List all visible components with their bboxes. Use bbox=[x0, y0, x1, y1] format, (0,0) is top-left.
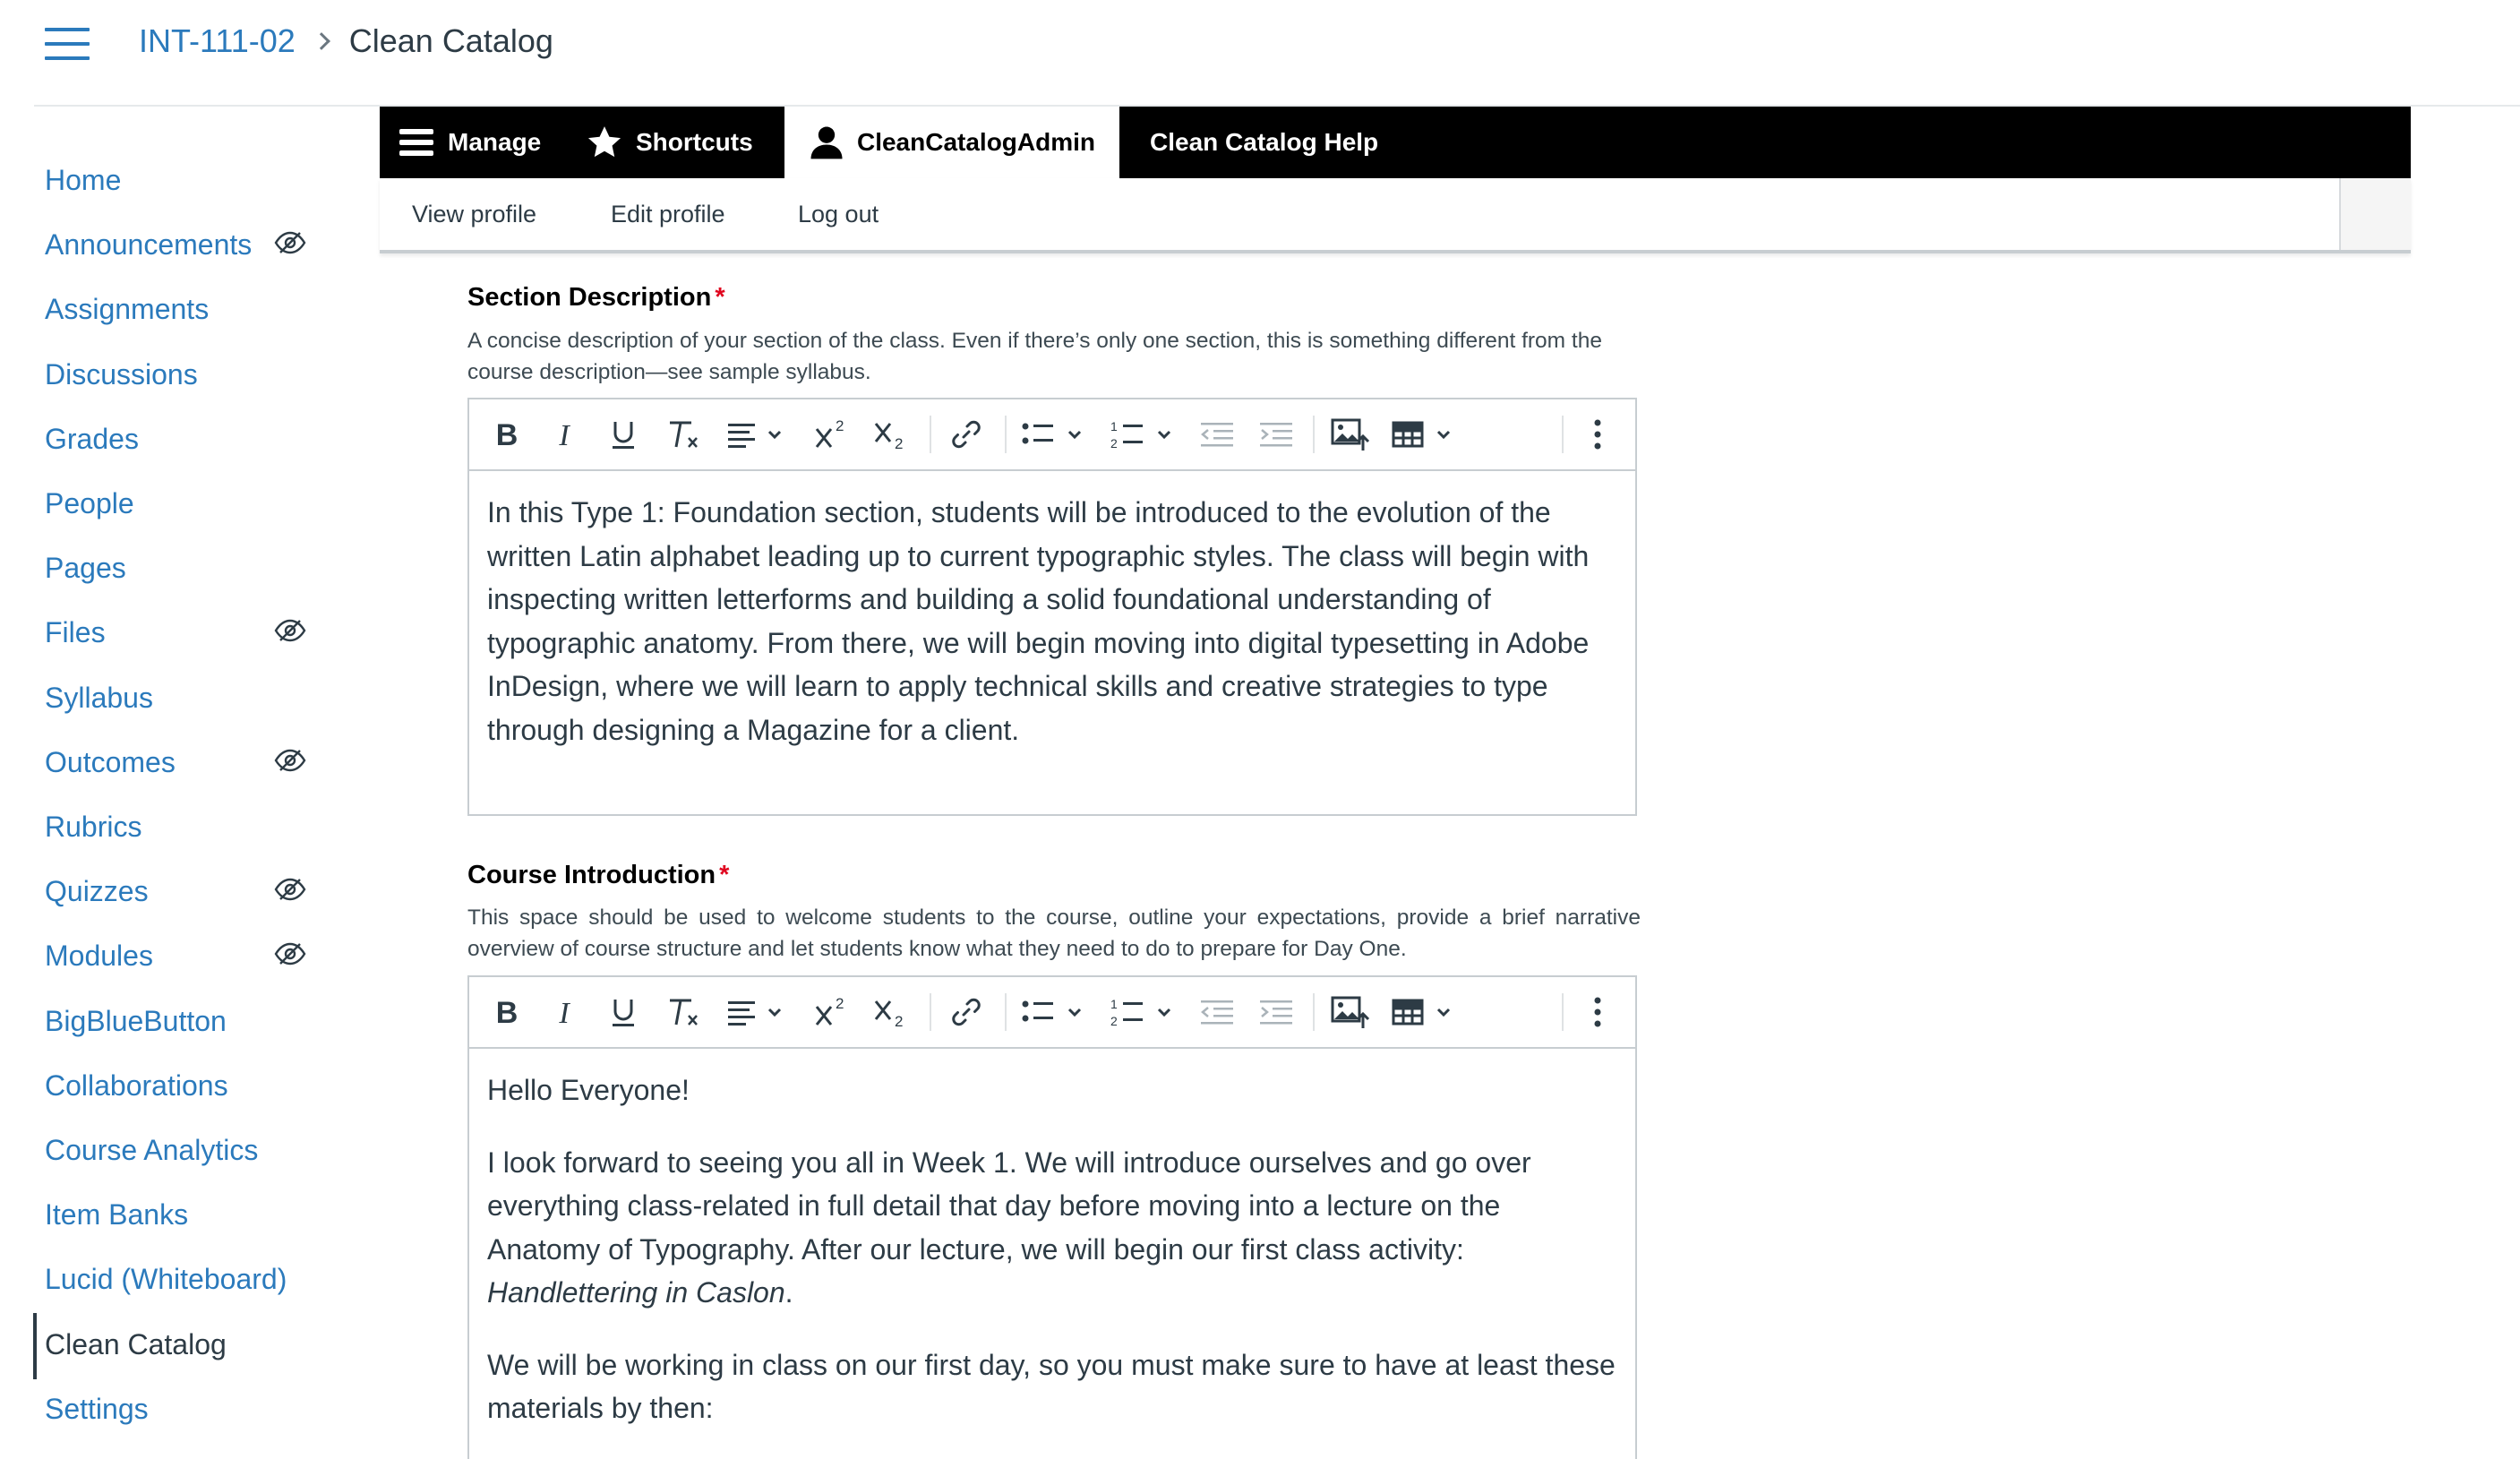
image-icon[interactable] bbox=[1325, 977, 1376, 1047]
editor-toolbar bbox=[469, 977, 1635, 1049]
eye-slash-icon bbox=[274, 747, 306, 774]
eye-slash-icon bbox=[274, 229, 306, 256]
breadcrumb bbox=[139, 20, 553, 63]
hamburger-icon[interactable] bbox=[45, 28, 90, 60]
course-introduction-editor bbox=[467, 975, 1637, 1459]
clear-formatting-icon[interactable] bbox=[663, 399, 706, 469]
sidebar-item-course-analytics[interactable]: Course Analytics bbox=[45, 1134, 259, 1166]
sidebar-item-files[interactable]: Files bbox=[45, 616, 106, 649]
indent-icon[interactable] bbox=[1254, 977, 1299, 1047]
numbered-list-icon[interactable] bbox=[1107, 977, 1184, 1047]
align-icon[interactable] bbox=[722, 977, 793, 1047]
shortcuts-button[interactable] bbox=[586, 107, 765, 178]
materials-paragraph: We will be working in class on our first day, so you must make sure to have at least these materials by then: bbox=[487, 1348, 1616, 1424]
sidebar-item-syllabus[interactable]: Syllabus bbox=[45, 681, 153, 714]
manage-label: Manage bbox=[448, 128, 542, 156]
user-profile-tab[interactable] bbox=[784, 107, 1119, 178]
help-label: Clean Catalog Help bbox=[1150, 128, 1379, 156]
intro-paragraph-emphasis: Handlettering in Caslon bbox=[487, 1276, 785, 1309]
eye-slash-icon bbox=[274, 940, 306, 967]
editor-toolbar bbox=[469, 399, 1635, 471]
sidebar-item-bigbluebutton[interactable]: BigBlueButton bbox=[45, 1004, 227, 1037]
user-name: CleanCatalogAdmin bbox=[856, 128, 1096, 156]
course-introduction-label-text: Course Introduction bbox=[467, 861, 716, 889]
sidebar-item-rubrics[interactable]: Rubrics bbox=[45, 811, 142, 843]
italic-icon[interactable] bbox=[544, 399, 584, 469]
svg-text:2: 2 bbox=[836, 996, 844, 1012]
sidebar-item-home[interactable]: Home bbox=[45, 164, 122, 196]
section-description-help: A concise description of your section of the class. Even if there’s only one section, this is something different from the course description—see sample syllabus. bbox=[467, 329, 1602, 384]
table-icon[interactable] bbox=[1388, 977, 1465, 1047]
menu-icon bbox=[398, 124, 435, 161]
breadcrumb-course-link[interactable]: INT-111-02 bbox=[139, 22, 296, 59]
manage-button[interactable] bbox=[398, 107, 577, 178]
sidebar-item-lucid-whiteboard[interactable]: Lucid (Whiteboard) bbox=[45, 1263, 287, 1296]
log-out-link[interactable]: Log out bbox=[798, 201, 879, 227]
svg-text:2: 2 bbox=[836, 418, 844, 434]
underline-icon[interactable] bbox=[604, 977, 643, 1047]
sidebar-item-quizzes[interactable]: Quizzes bbox=[45, 875, 149, 908]
chevron-right-icon bbox=[313, 32, 330, 50]
sidebar-item-discussions[interactable]: Discussions bbox=[45, 357, 198, 390]
bullet-list-icon[interactable] bbox=[1017, 399, 1094, 469]
section-description-editor bbox=[467, 398, 1637, 816]
intro-paragraph bbox=[487, 1141, 1617, 1315]
svg-text:I: I bbox=[559, 419, 570, 450]
course-introduction-help: This space should be used to welcome students to the course, outline your expectations, provide a brief narrative overview of course structure and let students know what they need to do to prepare for Day One. bbox=[467, 905, 1641, 961]
sidebar-item-clean-catalog[interactable]: Clean Catalog bbox=[45, 1327, 227, 1360]
more-options-icon[interactable] bbox=[1578, 399, 1617, 469]
eye-slash-icon bbox=[274, 876, 306, 903]
section-description-label-text: Section Description bbox=[467, 283, 712, 312]
user-submenu bbox=[380, 178, 2411, 253]
svg-text:B: B bbox=[495, 997, 519, 1027]
outdent-icon[interactable] bbox=[1195, 399, 1239, 469]
submenu-end-cap bbox=[2339, 178, 2411, 250]
user-icon bbox=[809, 124, 844, 161]
subscript-icon[interactable] bbox=[869, 977, 913, 1047]
sidebar-item-announcements[interactable]: Announcements bbox=[45, 228, 253, 262]
sidebar-item-outcomes[interactable]: Outcomes bbox=[45, 745, 176, 778]
outdent-icon[interactable] bbox=[1195, 977, 1239, 1047]
svg-text:I: I bbox=[559, 997, 570, 1027]
section-description-content[interactable] bbox=[469, 471, 1635, 751]
svg-text:2: 2 bbox=[895, 435, 904, 451]
view-profile-link[interactable]: View profile bbox=[412, 201, 537, 227]
indent-icon[interactable] bbox=[1254, 399, 1299, 469]
bold-icon[interactable] bbox=[485, 977, 528, 1047]
sidebar-item-grades[interactable]: Grades bbox=[45, 422, 139, 455]
underline-icon[interactable] bbox=[604, 399, 643, 469]
bullet-list-icon[interactable] bbox=[1017, 977, 1094, 1047]
sidebar-item-item-banks[interactable]: Item Banks bbox=[45, 1198, 189, 1232]
svg-text:B: B bbox=[495, 419, 519, 450]
section-description-label bbox=[467, 283, 725, 313]
image-icon[interactable] bbox=[1325, 399, 1376, 469]
course-introduction-label bbox=[467, 861, 729, 890]
intro-paragraph-end: . bbox=[784, 1276, 793, 1309]
bold-icon[interactable] bbox=[485, 399, 528, 469]
sidebar-item-people[interactable]: People bbox=[45, 487, 134, 519]
active-item-indicator bbox=[33, 1313, 37, 1379]
sidebar-item-collaborations[interactable]: Collaborations bbox=[45, 1069, 228, 1102]
section-description-text: In this Type 1: Foundation section, students will be introduced to the evolution of the written Latin alphabet leading up to current typographic styles. The class will begin with inspecting written letterforms and building a solid foundational understanding of typographic anatomy. From there, we will begin moving into digital typesetting in Adobe InDesign, where we will learn to apply technical skills and creative strategies to type through designing a Magazine for a client. bbox=[487, 496, 1590, 746]
help-link[interactable] bbox=[1150, 107, 1436, 178]
breadcrumb-current: Clean Catalog bbox=[348, 22, 553, 59]
svg-text:1: 1 bbox=[1110, 419, 1118, 433]
eye-slash-icon bbox=[274, 617, 306, 644]
clean-catalog-admin-bar bbox=[380, 107, 2411, 178]
top-header bbox=[0, 0, 2520, 105]
superscript-icon[interactable] bbox=[810, 977, 854, 1047]
course-introduction-content[interactable] bbox=[469, 1049, 1635, 1430]
svg-text:2: 2 bbox=[895, 1013, 904, 1028]
greeting-paragraph: Hello Everyone! bbox=[487, 1074, 690, 1106]
edit-profile-link[interactable]: Edit profile bbox=[611, 201, 725, 227]
intro-paragraph-text: I look forward to seeing you all in Week 1. We will introduce ourselves and go over everything class-related in full detail that day before moving into a lecture on the Anatomy of Typography. After our lecture, we will begin our first class activity: bbox=[487, 1146, 1531, 1266]
sidebar-item-settings[interactable]: Settings bbox=[45, 1392, 149, 1425]
sidebar-item-modules[interactable]: Modules bbox=[45, 940, 153, 973]
required-asterisk: * bbox=[719, 861, 730, 889]
svg-text:2: 2 bbox=[1110, 1014, 1118, 1027]
numbered-list-icon[interactable] bbox=[1107, 399, 1184, 469]
sidebar-item-pages[interactable]: Pages bbox=[45, 552, 126, 585]
more-options-icon[interactable] bbox=[1578, 977, 1617, 1047]
svg-text:1: 1 bbox=[1110, 997, 1118, 1011]
align-icon[interactable] bbox=[722, 399, 793, 469]
required-asterisk: * bbox=[715, 283, 725, 312]
star-icon bbox=[586, 124, 623, 161]
table-icon[interactable] bbox=[1388, 399, 1465, 469]
clear-formatting-icon[interactable] bbox=[663, 977, 706, 1047]
link-icon[interactable] bbox=[944, 399, 989, 469]
shortcuts-label: Shortcuts bbox=[636, 128, 753, 156]
italic-icon[interactable] bbox=[544, 977, 584, 1047]
superscript-icon[interactable] bbox=[810, 399, 854, 469]
link-icon[interactable] bbox=[944, 977, 989, 1047]
sidebar-item-assignments[interactable]: Assignments bbox=[45, 293, 210, 326]
subscript-icon[interactable] bbox=[869, 399, 913, 469]
svg-text:2: 2 bbox=[1110, 436, 1118, 450]
